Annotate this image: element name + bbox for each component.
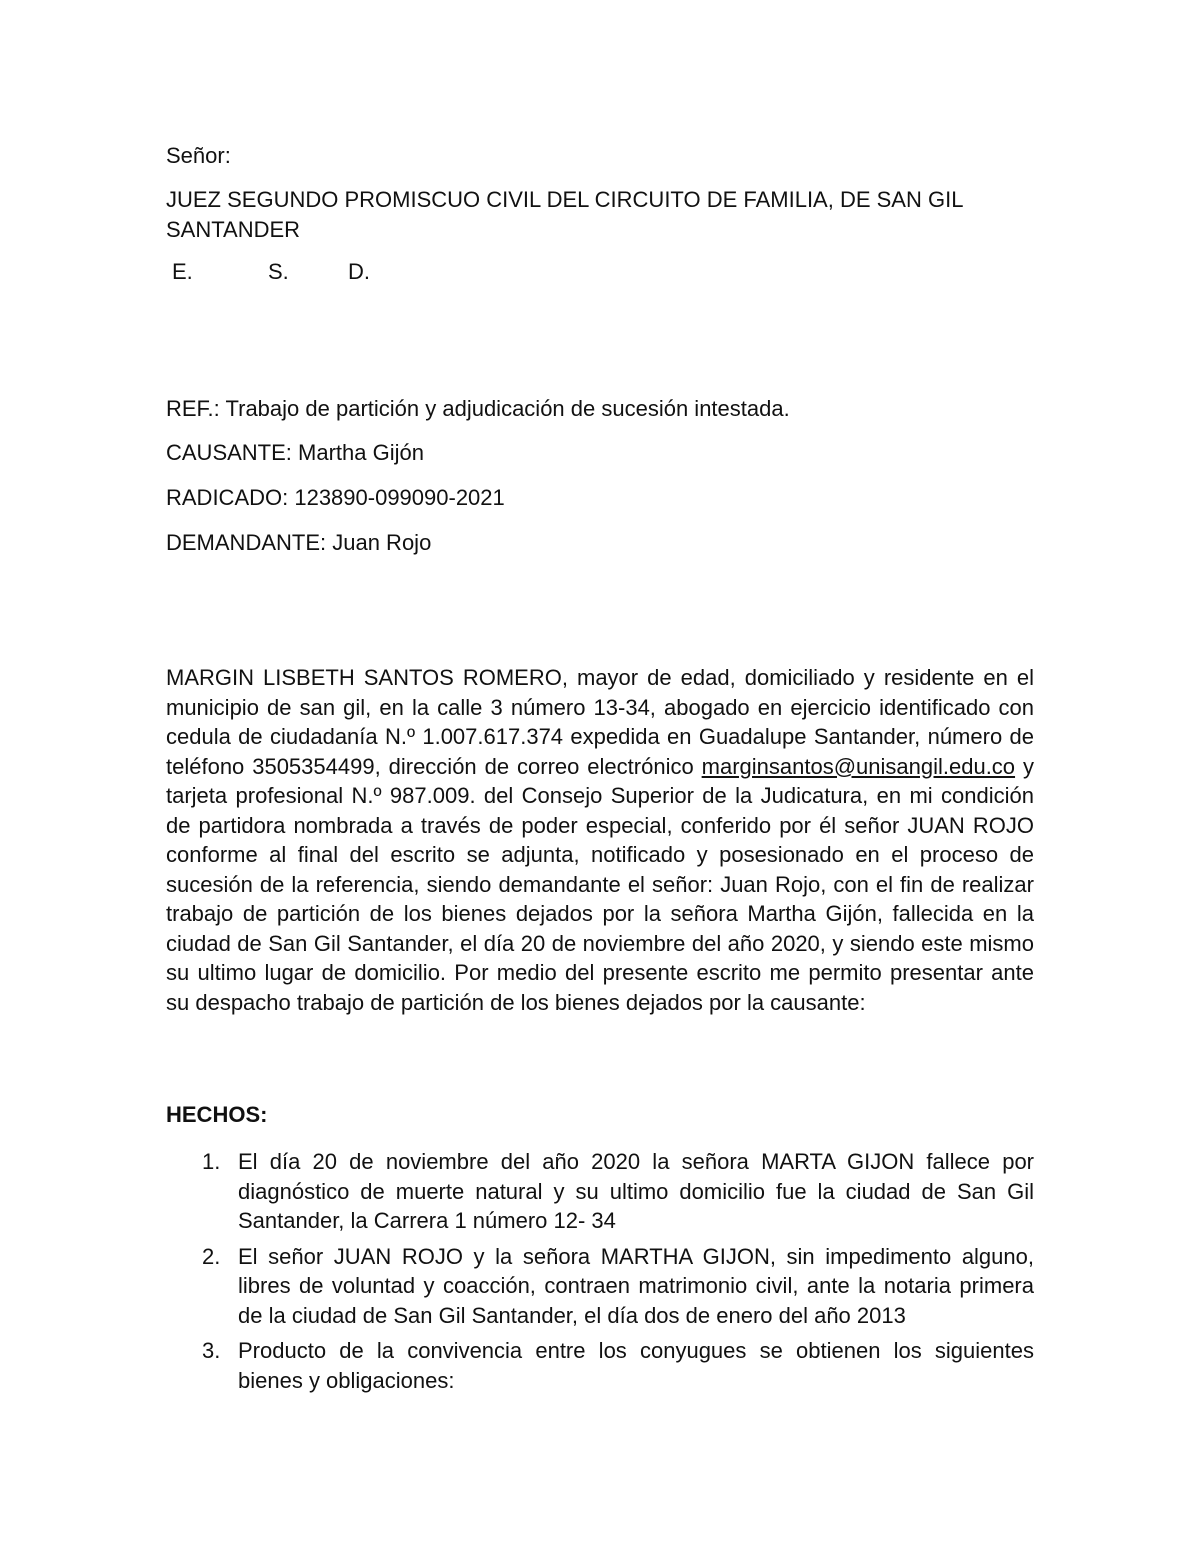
radicado-line: RADICADO: 123890-099090-2021 (166, 485, 505, 510)
hechos-item-text: Producto de la convivencia entre los conyugues se obtienen los siguientes bienes y obligaciones: (238, 1338, 1034, 1393)
reference-line: REF.: Trabajo de partición y adjudicación de sucesión intestada. (166, 396, 790, 421)
esd-line (172, 257, 370, 287)
hechos-item-number: 3. (202, 1338, 221, 1363)
hechos-item-number: 2. (202, 1243, 221, 1269)
salutation: Señor: (166, 143, 231, 168)
esd-d: D. (348, 259, 370, 284)
hechos-list (166, 1147, 1034, 1401)
addressee: JUEZ SEGUNDO PROMISCUO CIVIL DEL CIRCUITO DE FAMILIA, DE SAN GIL SANTANDER (166, 187, 963, 242)
hechos-item-number: 1. (202, 1149, 221, 1174)
hechos-heading: HECHOS: (166, 1102, 268, 1127)
hechos-item (166, 1242, 1034, 1331)
intro-paragraph (166, 663, 1034, 1017)
intro-text-end: y tarjeta profesional N.º 987.009. del Consejo Superior de la Judicatura, en mi condición de partidora nombrada a través de poder especial, conferido por él señor JUAN ROJO conforme al final del escrito se adjunta, notificado y posesionado en el proceso de sucesión de la referencia, siendo demandante el señor: Juan Rojo, con el fin de realizar trabajo de partición de los bienes dejados por la señora Martha Gijón, fallecida en la ciudad de San Gil Santander, el día 20 de noviembre del año 2020, y siendo este mismo su ultimo lugar de domicilio. Por medio del presente escrito me permito presentar ante su despacho trabajo de partición de los bienes dejados por la causante: (166, 753, 1034, 1015)
esd-e: E. (172, 259, 193, 284)
hechos-item (166, 1336, 1034, 1395)
hechos-item-text: El señor JUAN ROJO y la señora MARTHA GIJON, sin impedimento alguno, libres de voluntad y coacción, contraen matrimonio civil, ante la notaria primera de la ciudad de San Gil Santander, el día dos de enero del año 2013 (238, 1243, 1034, 1328)
hechos-item-text: El día 20 de noviembre del año 2020 la señora MARTA GIJON fallece por diagnóstico de muerte natural y su ultimo domicilio fue la ciudad de San Gil Santander, la Carrera 1 número 12- 34 (238, 1149, 1034, 1233)
hechos-item (166, 1147, 1034, 1236)
demandante-line: DEMANDANTE: Juan Rojo (166, 530, 432, 555)
esd-s: S. (268, 259, 289, 284)
email-link[interactable]: marginsantos@unisangil.edu.co (701, 753, 1016, 779)
causante-line: CAUSANTE: Martha Gijón (166, 440, 424, 465)
intro-text-start: MARGIN LISBETH SANTOS ROMERO, mayor de edad, domiciliado y residente en el municipio de san gil, en la calle 3 número 13-34, abogado en ejercicio identificado con cedula de ciudadanía N.º 1.007.617.374 expedida en Guadalupe Santander, número de teléfono 3505354499, dirección de correo electrónico (166, 665, 1034, 779)
